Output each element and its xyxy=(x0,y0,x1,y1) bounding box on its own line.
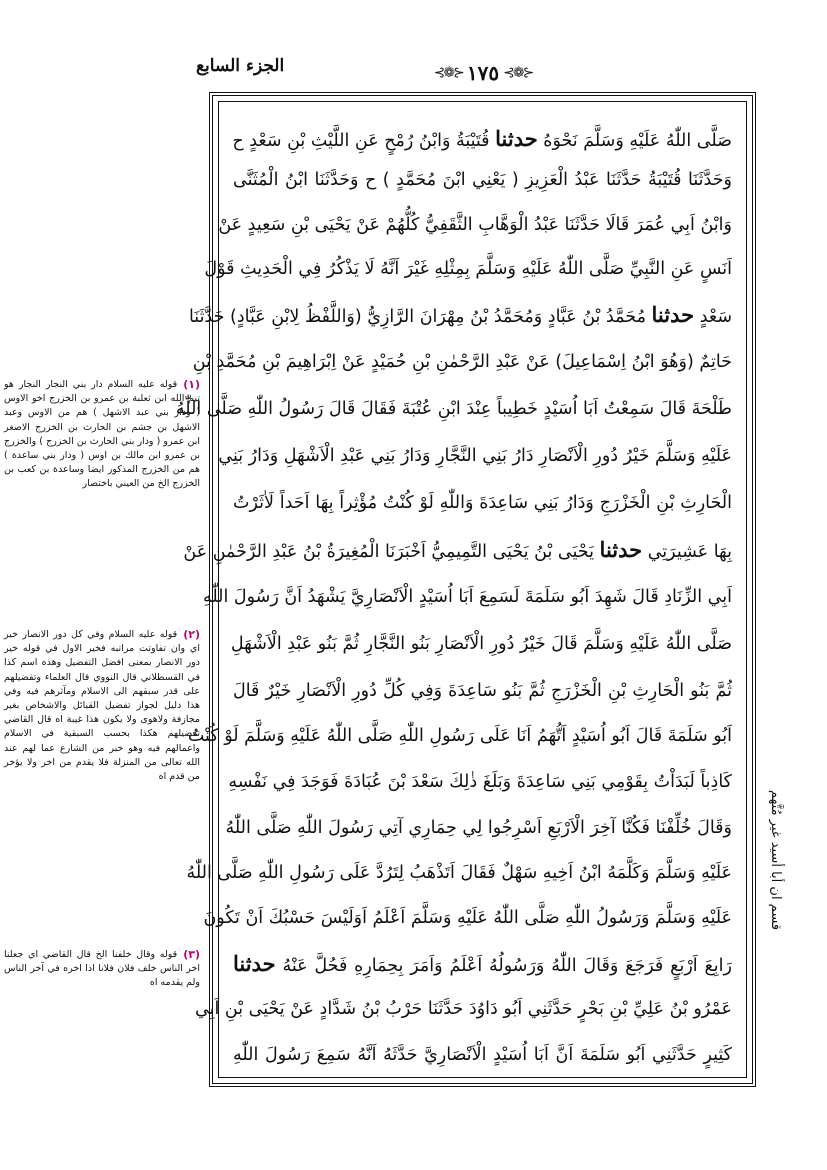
haddathana-heading: حدثنا xyxy=(233,951,276,976)
text-line xyxy=(233,1038,732,1078)
text-segment: وَقَالَ خُلِّفْنَا فَكُنَّا آخِرَ الْاَرْبَعِ اَسْرِجُوا لِي حِمَارِي آتِي رَسُولَ اللّٰهِ صَلَّى اللّٰهُ xyxy=(225,818,732,838)
text-line xyxy=(225,811,732,851)
footnote-text: قوله عليه السلام وفي كل دور الانصار خير اي وان تفاوتت مراتبه فخير الاول في قوله خير دور الانصار بمعنى افضل التفضيل وهذه اسم كذا في القسطلاني قال النووي قال العلماء وتفضيلهم على قدر سبقهم الى الاسلام ومآثرهم فيه وفي هذا دليل لجواز تفضيل القبائل والاشخاص بغير مجازفة ولاهوى ولا يكون هذا غيبة اه قال القاضي تفضيلهم هكذا بحسب السبقية في الاسلام واعمالهم فيه وهو خبر من الشارع عما لهم عند الله تعالى من المنزلة فلا يقدم من اخر ولا يؤخر من قدم اه xyxy=(4,629,200,783)
text-line xyxy=(230,627,732,667)
text-line xyxy=(233,486,732,526)
text-segment: اَنَسٍ عَنِ النَّبِيِّ صَلَّى اللّٰهُ عَلَيْهِ وَسَلَّمَ بِمِثْلِهِ غَيْرَ اَنَّهُ لَا يَذْكُرُ فِي الْحَدِيثِ قَوْلَ xyxy=(204,259,732,279)
text-segment: سَعْدٍ xyxy=(699,307,732,327)
text-segment: رَابِعَ اَرْبَعٍ فَرَجَعَ وَقَالَ اللّٰهُ وَرَسُولُهُ اَعْلَمُ وَاَمَرَ بِحِمَارِهِ فَحُلَّ عَنْهُ xyxy=(282,956,732,976)
main-text-frame xyxy=(175,92,756,1087)
text-line xyxy=(233,163,732,203)
text-segment: قُتَيْبَةُ وَابْنُ رُمْحٍ عَنِ اللَّيْثِ بْنِ سَعْدٍ ح xyxy=(232,131,490,151)
footnote-marker: (١) xyxy=(183,378,200,391)
text-line xyxy=(233,122,732,162)
main-text-area xyxy=(175,101,747,1078)
footnote-marker: (٣) xyxy=(183,948,200,961)
text-segment: وَحَدَّثَنَا قُتَيْبَةُ حَدَّثَنَا عَبْدُ الْعَزِيزِ ( يَعْنِي ابْنَ مُحَمَّدٍ ) ح وَحَدَّثَنَا ابْنُ الْمُثَنَّى xyxy=(233,170,732,190)
ornament-right-icon: ⊰❁⊱ xyxy=(503,65,533,81)
footnote-text: قوله وقال خلفنا الخ قال القاضي اي جعلنا اخر الناس خلف فلان فلانا اذا اخره في آخر الناس ولم يقدمه اه xyxy=(4,949,200,989)
text-line xyxy=(192,345,732,385)
footnote xyxy=(4,378,200,492)
text-segment: صَلَّى اللّٰهُ عَلَيْهِ وَسَلَّمَ نَحْوَهُ xyxy=(543,131,732,151)
text-line xyxy=(195,992,732,1032)
text-line xyxy=(218,208,732,248)
page-header-title: الجزء السابع xyxy=(196,56,285,76)
footnote xyxy=(4,948,200,991)
haddathana-heading: حدثنا xyxy=(651,302,695,327)
page-number: ١٧٥ xyxy=(466,61,500,85)
text-segment: اَبُو سَلَمَةَ قَالَ اَبُو اُسَيْدٍ اَتُّهَمُ اَنَا عَلَى رَسُولِ اللّٰهِ صَلَّى اللّٰهُ عَلَيْهِ وَسَلَّمَ لَوْ كُنْتُ xyxy=(187,726,732,746)
text-line xyxy=(228,765,732,805)
text-segment: صَلَّى اللّٰهُ عَلَيْهِ وَسَلَّمَ قَالَ خَيْرُ دُورِ الْاَنْصَارِ بَنُو النَّجَّارِ ثُمَّ بَنُو عَبْدِ الْاَشْهَلِ xyxy=(230,634,732,654)
text-line xyxy=(203,901,732,941)
text-segment: حَاتِمٌ (وَهُوَ ابْنُ اِسْمَاعِيلَ) عَنْ عَبْدِ الرَّحْمٰنِ بْنِ حُمَيْدٍ عَنْ اِبْرَاهِيمَ بْنِ مُحَمَّدِ بْنِ xyxy=(192,352,732,372)
text-segment: بِهَا عَشِيرَتِي xyxy=(647,542,732,562)
footnote-text: قوله عليه السلام دار بني النجار النجار هو تيم الله ابن ثعلبة بن عمرو بن الخزرج اخو الاوس ( ودار بني عبد الاشهل ) هم من الاوس وعبد الاشهل بن جشم بن الحارث بن الخزرج الاصغر ابن عمرو ( ودار بني الحارث بن الخزرج ) والخزرج بن عمرو ابن مالك بن اوس ( ودار بني ساعدة ) هم من الخزرج المذكور ايضا وساعدة بن كعب بن الخزرج الخ من العيني باختصار xyxy=(4,379,200,490)
text-segment: عَلَيْهِ وَسَلَّمَ خَيْرُ دُورِ الْاَنْصَارِ دَارُ بَنِي النَّجَّارِ وَدَارُ بَنِي عَبْدِ الْاَشْهَلِ وَدَارُ بَنِي xyxy=(218,446,732,466)
text-line xyxy=(218,439,732,479)
text-line xyxy=(233,674,732,714)
text-segment: عَلَيْهِ وَسَلَّمَ وَكَلَّمَهُ ابْنُ اَخِيهِ سَهْلٌ فَقَالَ اَتَذْهَبُ لِتَرُدَّ عَلَى رَسُولِ اللّٰهِ صَلَّى اللّٰهُ xyxy=(186,863,732,883)
haddathana-heading: حدثنا xyxy=(495,126,538,151)
text-segment: ثُمَّ بَنُو الْحَارِثِ بْنِ الْخَزْرَجِ ثُمَّ بَنُو سَاعِدَةَ وَفِي كُلِّ دُورِ الْاَنْصَارِ خَيْرٌ قَالَ xyxy=(233,681,732,701)
text-segment: كَاذِباً لَبَدَاْتُ بِقَوْمِي بَنِي سَاعِدَةَ وَبَلَغَ ذٰلِكَ سَعْدَ بْنَ عُبَادَةَ فَوَجَدَ فِي نَفْسِهِ xyxy=(228,772,732,792)
page-number-ornament xyxy=(428,60,538,86)
text-segment: اَبِي الزِّنَادِ قَالَ شَهِدَ اَبُو سَلَمَةَ لَسَمِعَ اَبَا اُسَيْدٍ الْاَنْصَارِيَّ يَشْهَدُ اَنَّ رَسُولَ اللّٰهِ xyxy=(202,587,732,607)
text-line xyxy=(233,947,732,987)
text-segment: يَحْيَى بْنُ يَحْيَى التَّمِيمِيُّ اَخْبَرَنَا الْمُغِيرَةُ بْنُ عَبْدِ الرَّحْمٰنِ عَنْ xyxy=(183,542,594,562)
text-segment: وَابْنُ اَبِي عُمَرَ قَالَا حَدَّثَنَا عَبْدُ الْوَهَّابِ الثَّقَفِيُّ كُلُّهُمْ عَنْ يَحْيَى بْنِ سَعِيدٍ عَنْ xyxy=(218,215,732,235)
text-segment: الْحَارِثِ بْنِ الْخَزْرَجِ وَدَارُ بَنِي سَاعِدَةَ وَاللّٰهِ لَوْ كُنْتُ مُؤْثِراً بِهَا اَحَداً لَاٰثَرْتُ xyxy=(233,493,732,513)
text-segment: عَلَيْهِ وَسَلَّمَ وَرَسُولُ اللّٰهِ صَلَّى اللّٰهُ عَلَيْهِ وَسَلَّمَ اَعْلَمُ اَوَلَيْسَ حَسْبُكَ اَنْ تَكُونَ xyxy=(203,908,732,928)
text-line xyxy=(188,298,732,338)
text-segment: طَلْحَةَ قَالَ سَمِعْتُ اَبَا اُسَيْدٍ خَطِيباً عِنْدَ ابْنِ عُتْبَةَ فَقَالَ قَالَ رَسُولُ اللّٰهِ صَلَّى اللّٰهُ xyxy=(175,399,732,419)
text-line xyxy=(183,533,732,573)
text-line xyxy=(186,856,732,896)
text-line xyxy=(202,580,732,620)
text-segment: مُحَمَّدُ بْنُ عَبَّادٍ وَمُحَمَّدُ بْنُ مِهْرَانَ الرَّازِيُّ (وَاللَّفْظُ لِابْنِ عَبَّادٍ) حَدَّثَنَا xyxy=(188,307,646,327)
text-line xyxy=(204,252,732,292)
ornament-left-icon: ⊰❁⊱ xyxy=(433,65,463,81)
footnote xyxy=(4,628,200,784)
text-segment: كَثِيرٍ حَدَّثَنِي اَبُو سَلَمَةَ اَنَّ اَبَا اُسَيْدٍ الْاَنْصَارِيَّ حَدَّثَهُ اَنَّهُ سَمِعَ رَسُولَ اللّٰهِ xyxy=(233,1045,732,1065)
text-segment: عَمْرُو بْنُ عَلِيِّ بْنِ بَحْرٍ حَدَّثَنِي اَبُو دَاوُدَ حَدَّثَنَا حَرْبُ بْنُ شَدَّادٍ عَنْ يَحْيَى بْنِ اَبِي xyxy=(195,999,732,1019)
text-line xyxy=(187,719,732,759)
side-note: قسم ان أبا أسيد غير مُتَّهم xyxy=(768,789,783,930)
footnote-marker: (٢) xyxy=(183,628,200,641)
haddathana-heading: حدثنا xyxy=(599,537,643,562)
text-line xyxy=(175,392,732,432)
